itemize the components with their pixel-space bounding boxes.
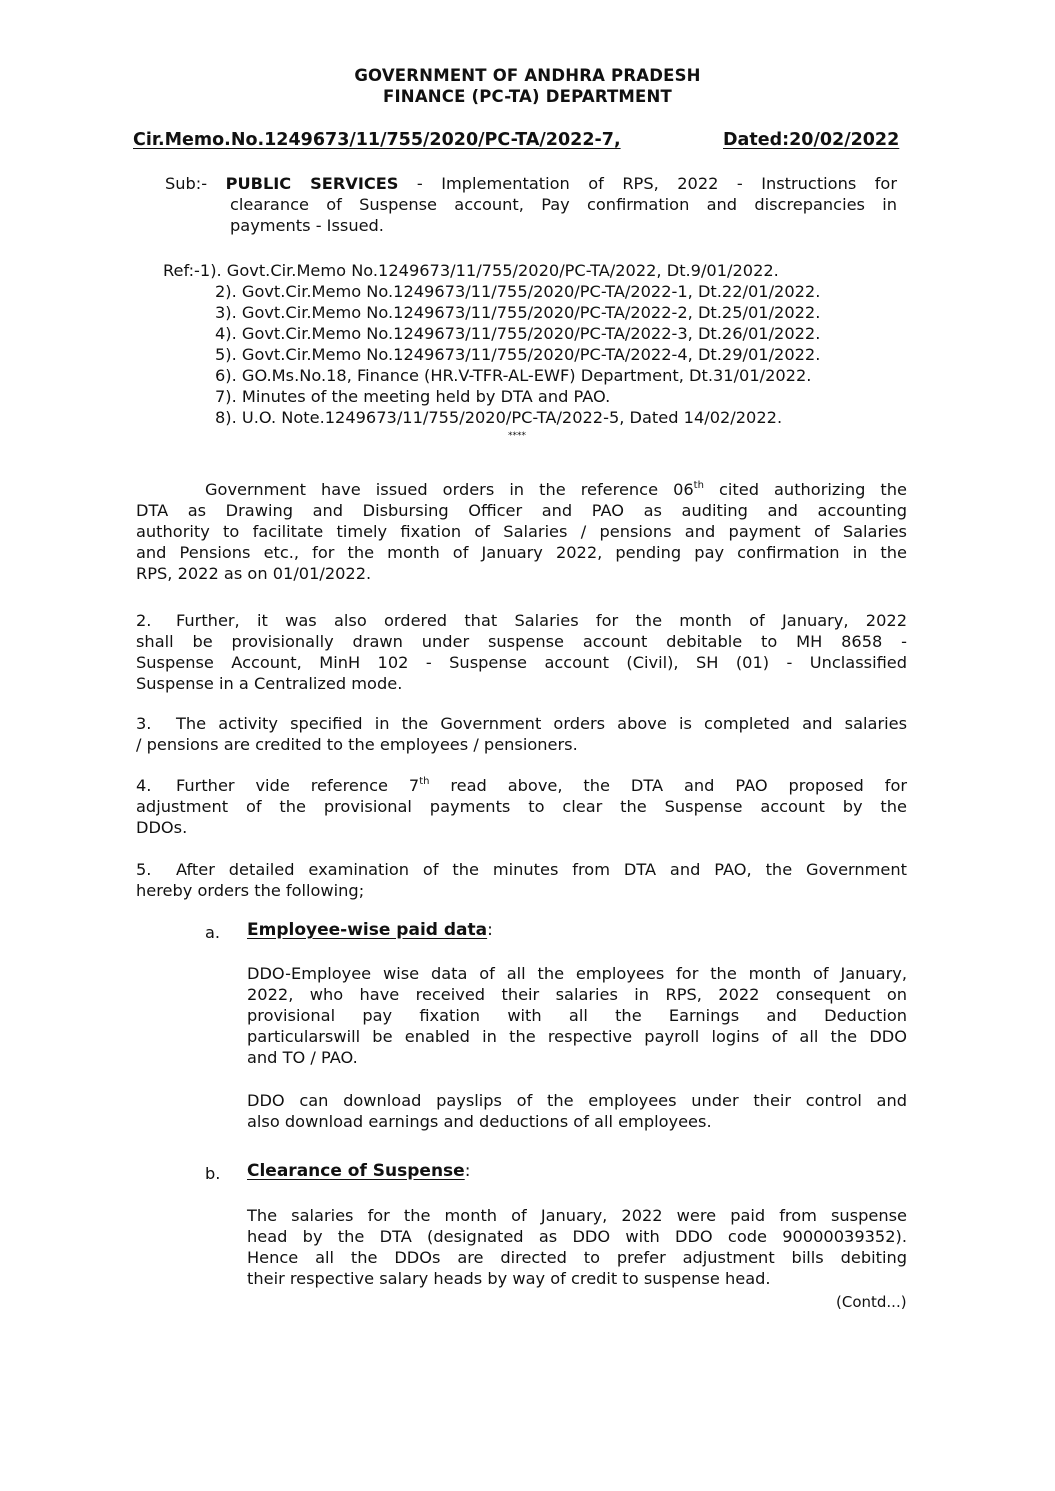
para3-line2: / pensions are credited to the employees / pensioners. xyxy=(136,735,578,754)
section-b-para1-line4: their respective salary heads by way of credit to suspense head. xyxy=(247,1269,771,1288)
para1-line2: DTA as Drawing and Disbursing Officer and PAO as auditing and accounting xyxy=(136,501,907,520)
reference-item-5: 5). Govt.Cir.Memo No.1249673/11/755/2020/PC-TA/2022-4, Dt.29/01/2022. xyxy=(215,345,821,364)
para2-line2: shall be provisionally drawn under suspense account debitable to MH 8658 - xyxy=(136,632,907,651)
subject-line3: payments - Issued. xyxy=(230,216,384,235)
section-a-para2-line2: also download earnings and deductions of all employees. xyxy=(247,1112,712,1131)
para1-line3: authority to facilitate timely fixation of Salaries / pensions and payment of Salaries xyxy=(136,522,907,541)
para3-number: 3. xyxy=(136,714,152,733)
section-b-para1-line1: The salaries for the month of January, 2022 were paid from suspense xyxy=(247,1206,907,1225)
subject-bold: PUBLIC SERVICES xyxy=(225,174,399,193)
section-a-para2-line1: DDO can download payslips of the employees under their control and xyxy=(247,1091,907,1110)
para5-number: 5. xyxy=(136,860,152,879)
department-header-line2: FINANCE (PC-TA) DEPARTMENT xyxy=(383,87,672,106)
para3-line1: The activity specified in the Government orders above is completed and salaries xyxy=(176,714,907,733)
separator-stars: **** xyxy=(508,431,526,441)
para1-line4: and Pensions etc., for the month of January 2022, pending pay confirmation in the xyxy=(136,543,907,562)
reference-item-6: 6). GO.Ms.No.18, Finance (HR.V-TFR-AL-EWF) Department, Dt.31/01/2022. xyxy=(215,366,812,385)
para5-line1: After detailed examination of the minutes from DTA and PAO, the Government xyxy=(176,860,907,879)
references-label: Ref:- xyxy=(163,261,200,280)
section-a-para1-line1: DDO-Employee wise data of all the employees for the month of January, xyxy=(247,964,907,983)
memo-date: Dated:20/02/2022 xyxy=(723,130,900,150)
section-a-para1-line2: 2022, who have received their salaries in RPS, 2022 consequent on xyxy=(247,985,907,1004)
reference-item-4: 4). Govt.Cir.Memo No.1249673/11/755/2020/PC-TA/2022-3, Dt.26/01/2022. xyxy=(215,324,821,343)
reference-item-7: 7). Minutes of the meeting held by DTA and PAO. xyxy=(215,387,611,406)
para1-line5: RPS, 2022 as on 01/01/2022. xyxy=(136,564,372,583)
reference-item-3: 3). Govt.Cir.Memo No.1249673/11/755/2020/PC-TA/2022-2, Dt.25/01/2022. xyxy=(215,303,821,322)
section-a-para1-line4: particularswill be enabled in the respective payroll logins of all the DDO xyxy=(247,1027,907,1046)
section-b-para1-line2: head by the DTA (designated as DDO with DDO code 90000039352). xyxy=(247,1227,907,1246)
section-a-para1-line3: provisional pay fixation with all the Earnings and Deduction xyxy=(247,1006,907,1025)
reference-item-1: Ref:-1). Govt.Cir.Memo No.1249673/11/755/2020/PC-TA/2022, Dt.9/01/2022. xyxy=(163,261,779,280)
memo-number: Cir.Memo.No.1249673/11/755/2020/PC-TA/2022-7, xyxy=(133,130,621,150)
section-b-heading: Clearance of Suspense: xyxy=(247,1161,471,1181)
para4-number: 4. xyxy=(136,776,152,795)
reference-item-2: 2). Govt.Cir.Memo No.1249673/11/755/2020/PC-TA/2022-1, Dt.22/01/2022. xyxy=(215,282,821,301)
para2-number: 2. xyxy=(136,611,152,630)
para4-line2: adjustment of the provisional payments to clear the Suspense account by the xyxy=(136,797,907,816)
subject-line1-rest: - Implementation of RPS, 2022 - Instructions for xyxy=(398,174,897,193)
para4-line1: Further vide reference 7th read above, the DTA and PAO proposed for xyxy=(176,776,907,795)
section-b-marker: b. xyxy=(205,1164,221,1183)
para2-line4: Suspense in a Centralized mode. xyxy=(136,674,403,693)
para1-line1: Government have issued orders in the reference 06th cited authorizing the xyxy=(205,480,907,499)
section-a-para1-line5: and TO / PAO. xyxy=(247,1048,358,1067)
subject-block xyxy=(165,173,905,194)
para2-line1: Further, it was also ordered that Salaries for the month of January, 2022 xyxy=(176,611,907,630)
continued-marker: (Contd...) xyxy=(836,1293,907,1311)
para5-line2: hereby orders the following; xyxy=(136,881,365,900)
section-a-heading: Employee-wise paid data: xyxy=(247,920,493,940)
para4-line3: DDOs. xyxy=(136,818,188,837)
subject-label: Sub:- xyxy=(165,174,208,193)
section-b-para1-line3: Hence all the DDOs are directed to prefer adjustment bills debiting xyxy=(247,1248,907,1267)
section-a-marker: a. xyxy=(205,923,221,942)
subject-line2: clearance of Suspense account, Pay confirmation and discrepancies in xyxy=(230,195,897,214)
government-header-line1: GOVERNMENT OF ANDHRA PRADESH xyxy=(354,66,701,85)
para2-line3: Suspense Account, MinH 102 - Suspense account (Civil), SH (01) - Unclassified xyxy=(136,653,907,672)
reference-item-8: 8). U.O. Note.1249673/11/755/2020/PC-TA/2022-5, Dated 14/02/2022. xyxy=(215,408,783,427)
